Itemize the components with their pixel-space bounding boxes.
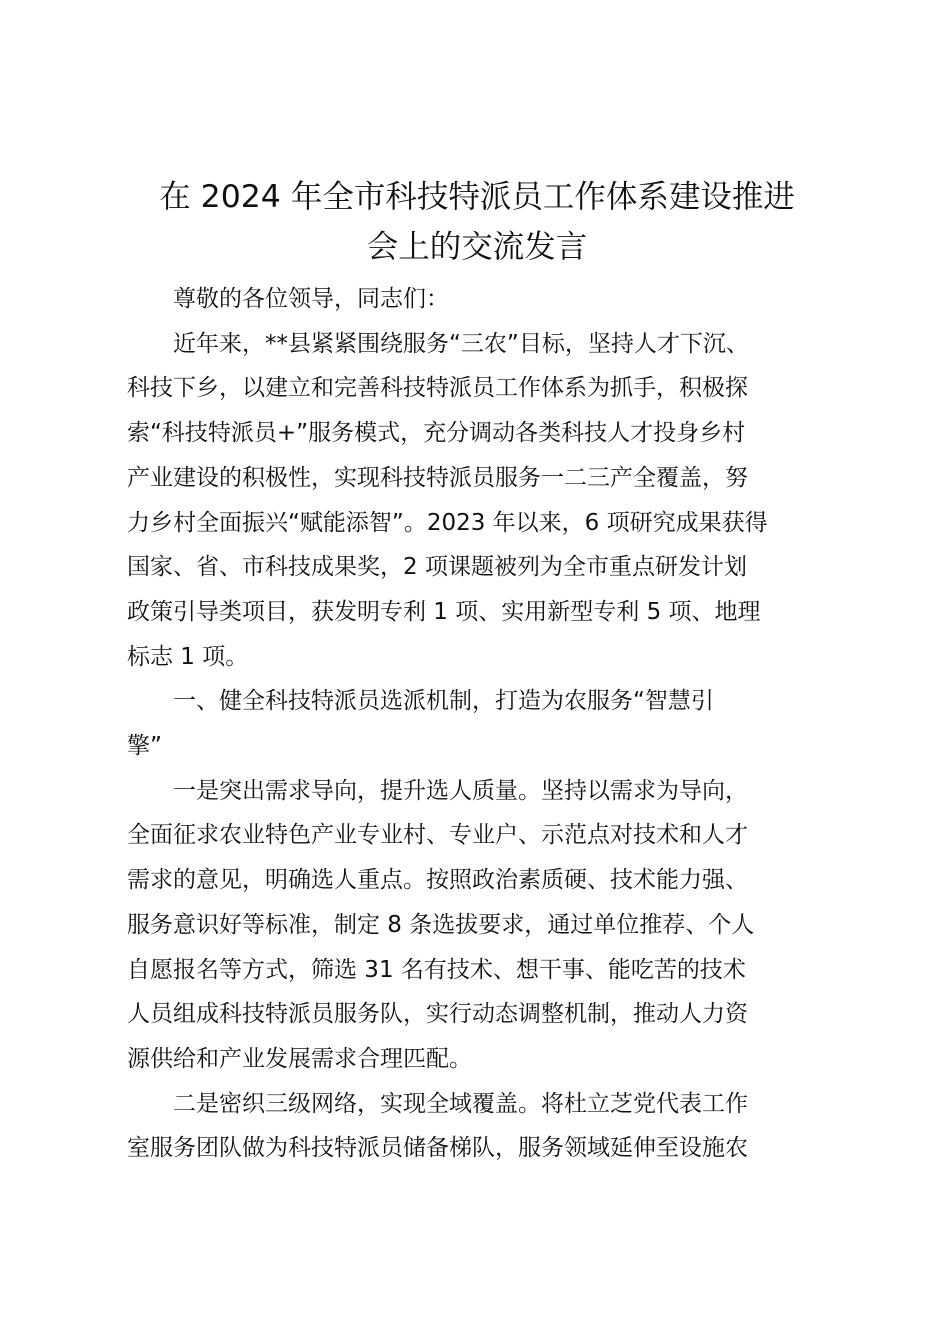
salutation: 尊敬的各位领导，同志们： bbox=[173, 286, 449, 312]
text-line: 二是密织三级网络，实现全域覆盖。将杜立芝党代表工作 bbox=[173, 1090, 748, 1117]
text-line: 全面征求农业特色产业专业村、专业户、示范点对技术和人才 bbox=[127, 822, 748, 849]
text-line: 产业建设的积极性，实现科技特派员服务一二三产全覆盖，努 bbox=[127, 464, 748, 491]
text-line: 人员组成科技特派员服务队，实行动态调整机制，推动人力资 bbox=[127, 1001, 748, 1028]
text-line: 源供给和产业发展需求合理匹配。 bbox=[127, 1045, 472, 1072]
text-line: 自愿报名等方式，筛选 31 名有技术、想干事、能吃苦的技术 bbox=[127, 956, 746, 983]
heading-line: 一、健全科技特派员选派机制，打造为农服务“智慧引 bbox=[173, 688, 714, 715]
text-line: 国家、省、市科技成果奖，2 项课题被列为全市重点研发计划 bbox=[127, 554, 747, 581]
text-line: 需求的意见，明确选人重点。按照政治素质硬、技术能力强、 bbox=[127, 867, 748, 894]
document-page bbox=[127, 172, 827, 1171]
document-title bbox=[127, 172, 827, 272]
text-line: 室服务团队做为科技特派员储备梯队，服务领域延伸至设施农 bbox=[127, 1135, 748, 1162]
text-line: 服务意识好等标准，制定 8 条选拔要求，通过单位推荐、个人 bbox=[127, 911, 755, 938]
text-line: 力乡村全面振兴“赋能添智”。2023 年以来，6 项研究成果获得 bbox=[127, 509, 768, 536]
title-line-2: 会上的交流发言 bbox=[366, 229, 588, 265]
text-line: 标志 1 项。 bbox=[127, 643, 249, 670]
paragraph-three-level-network bbox=[127, 1082, 827, 1171]
paragraph-intro bbox=[127, 322, 827, 680]
text-line: 一是突出需求导向，提升选人质量。坚持以需求为导向， bbox=[173, 777, 748, 804]
section-heading-1 bbox=[127, 679, 827, 768]
paragraph-demand-oriented bbox=[127, 769, 827, 1082]
title-line-1: 在 2024 年全市科技特派员工作体系建设推进 bbox=[159, 179, 795, 215]
text-line: 科技下乡，以建立和完善科技特派员工作体系为抓手，积极探 bbox=[127, 375, 748, 402]
text-line: 政策引导类项目，获发明专利 1 项、实用新型专利 5 项、地理 bbox=[127, 598, 761, 625]
heading-line: 擎” bbox=[127, 733, 162, 760]
text-line: 索“科技特派员+”服务模式，充分调动各类科技人才投身乡村 bbox=[127, 420, 746, 447]
text-line: 近年来，**县紧紧围绕服务“三农”目标，坚持人才下沉、 bbox=[173, 330, 749, 357]
